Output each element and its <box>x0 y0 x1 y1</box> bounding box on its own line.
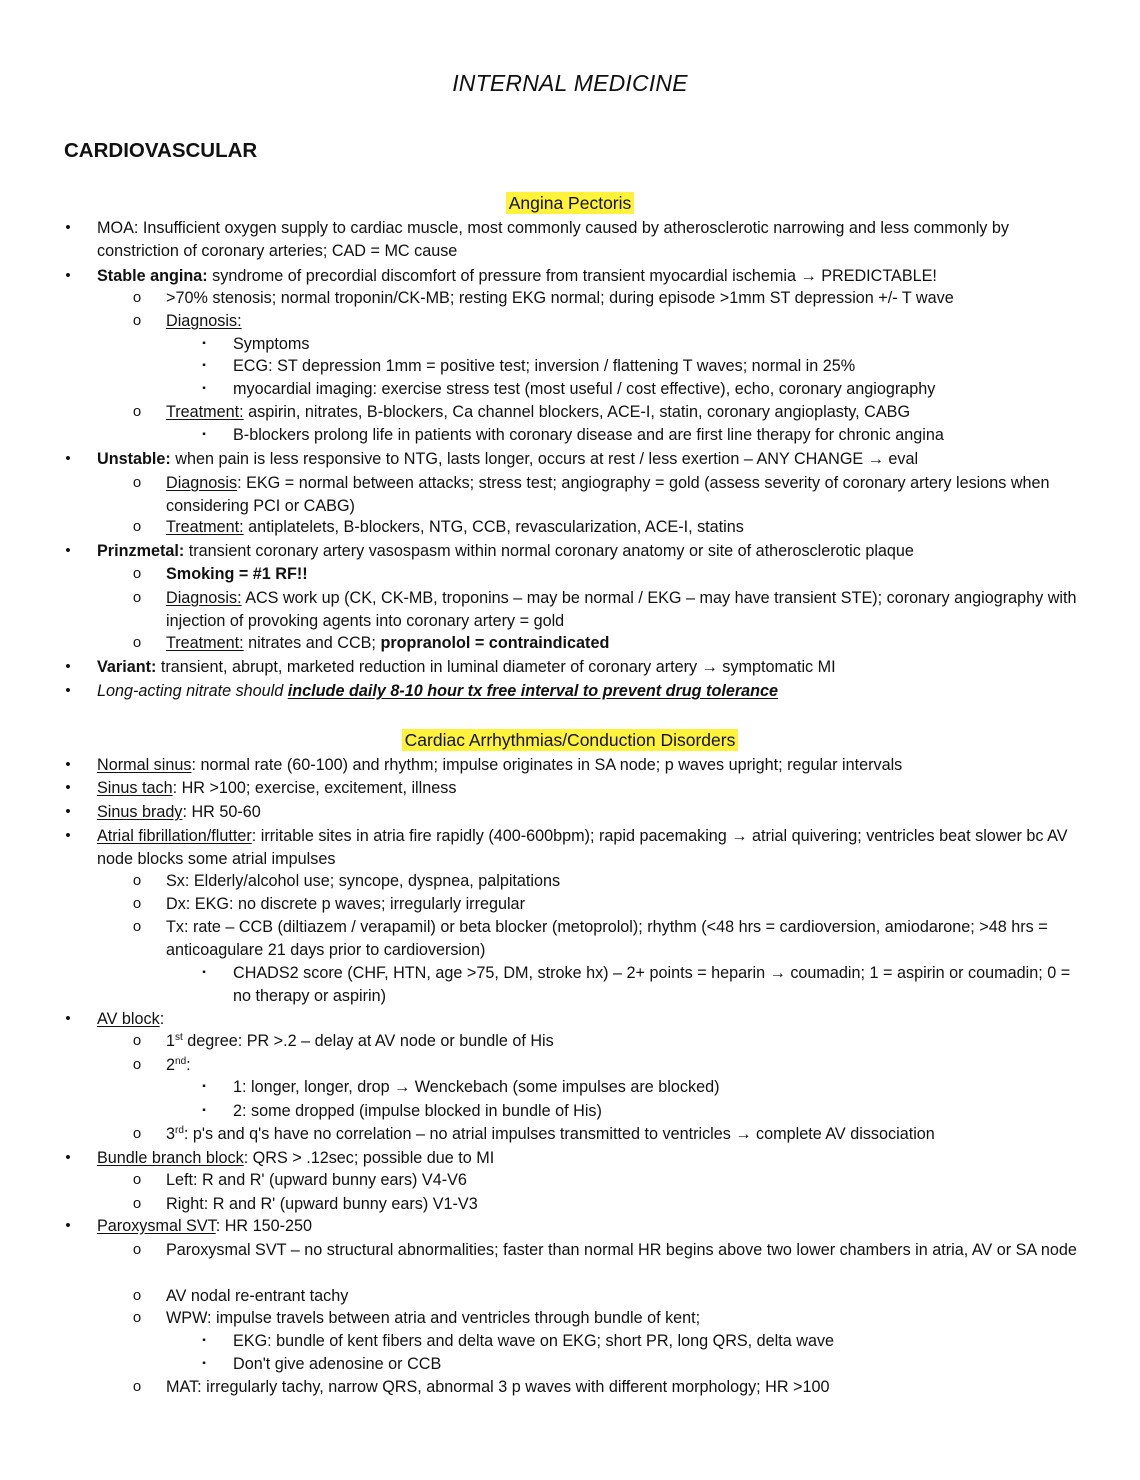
av-second-num: 2 <box>166 1056 176 1074</box>
prinz-tx-label: Treatment: <box>166 634 244 652</box>
svt-wpw-avoid: Don't give adenosine or CCB <box>233 1355 442 1373</box>
bullet-marker: • <box>65 1149 71 1166</box>
list-item <box>202 333 1081 356</box>
list-item <box>65 801 1082 824</box>
list-item <box>202 424 1081 447</box>
square-marker: ▪ <box>202 383 206 394</box>
list-item <box>132 516 1081 539</box>
moa-text: MOA: Insufficient oxygen supply to cardiac muscle, most commonly caused by atherosclerotic narrowing and less commonly by constriction of coronary arteries; CAD = MC cause <box>97 219 1009 260</box>
bullet-marker: • <box>65 267 71 284</box>
av-first-sup: st <box>175 1032 183 1043</box>
circle-marker: o <box>132 872 142 889</box>
square-marker: ▪ <box>202 1081 206 1092</box>
section-title: CARDIOVASCULAR <box>64 139 258 162</box>
unstable-tx-label: Treatment: <box>166 518 244 536</box>
prinz-dx-label: Diagnosis: <box>166 589 242 607</box>
list-item <box>65 448 1082 471</box>
circle-marker: o <box>132 403 142 420</box>
sinus-tach-text: : HR >100; exercise, excitement, illness <box>172 779 457 797</box>
circle-marker: o <box>132 1171 142 1188</box>
circle-marker: o <box>132 312 142 329</box>
svt-paroxysmal: Paroxysmal SVT – no structural abnormalities; faster than normal HR begins above two lower chambers in atria, AV or SA node <box>166 1241 1077 1259</box>
normal-sinus-text: : normal rate (60-100) and rhythm; impulse originates in SA node; p waves upright; regular intervals <box>191 756 903 774</box>
list-item <box>132 632 1081 655</box>
list-item <box>132 287 1081 310</box>
variant-label: Variant: <box>97 658 157 676</box>
unstable-label: Unstable: <box>97 450 171 468</box>
circle-marker: o <box>132 1378 142 1395</box>
prinz-tx-bold: propranolol = contraindicated <box>380 634 610 652</box>
unstable-dx-text: : EKG = normal between attacks; stress test; angiography = gold (assess severity of coronary artery lesions when considering PCI or CABG) <box>166 474 1050 515</box>
av-third-sup: rd <box>175 1125 184 1136</box>
list-item <box>202 378 1081 401</box>
list-item <box>202 1330 1081 1353</box>
bullet-marker: • <box>65 450 71 467</box>
av-second-sup: nd <box>175 1056 187 1067</box>
circle-marker: o <box>132 1241 142 1258</box>
prinz-label: Prinzmetal: <box>97 542 185 560</box>
svt-mat: MAT: irregularly tachy, narrow QRS, abnormal 3 p waves with different morphology; HR >100 <box>166 1378 830 1396</box>
stable-label: Stable angina: <box>97 267 208 285</box>
nitrate-text: Long-acting nitrate should <box>97 682 288 700</box>
square-marker: ▪ <box>202 429 206 440</box>
circle-marker: o <box>132 895 142 912</box>
bullet-marker: • <box>65 756 71 773</box>
av-first-text: degree: PR >.2 – delay at AV node or bundle of His <box>182 1032 554 1050</box>
normal-sinus-label: Normal sinus <box>97 756 192 774</box>
bbb-label: Bundle branch block <box>97 1149 244 1167</box>
stable-dx-ecg: ECG: ST depression 1mm = positive test; inversion / flattening T waves; normal in 25% <box>233 357 856 375</box>
afib-label: Atrial fibrillation/flutter <box>97 827 252 845</box>
svt-wpw-ekg: EKG: bundle of kent fibers and delta wave on EKG; short PR, long QRS, delta wave <box>233 1332 835 1350</box>
list-item <box>132 1030 1081 1053</box>
svt-text: : HR 150-250 <box>215 1217 313 1235</box>
list-item <box>65 1008 1082 1031</box>
list-item <box>132 1307 1081 1330</box>
square-marker: ▪ <box>202 1358 206 1369</box>
sinus-brady-text: : HR 50-60 <box>182 803 261 821</box>
list-item <box>132 1193 1081 1216</box>
bullet-marker: • <box>65 1217 71 1234</box>
afib-tx: Tx: rate – CCB (diltiazem / verapamil) or beta blocker (metoprolol); rhythm (<48 hrs = cardioversion, amiodarone; >48 hrs = anticoagulare 21 days prior to cardioversion) <box>166 918 1048 959</box>
square-marker: ▪ <box>202 338 206 349</box>
circle-marker: o <box>132 518 142 535</box>
stable-text: syndrome of precordial discomfort of pressure from transient myocardial ischemia → PREDICTABLE! <box>207 267 937 285</box>
prinz-smoking: Smoking = #1 RF!! <box>166 565 308 583</box>
stable-dx-label: Diagnosis: <box>166 312 242 330</box>
square-marker: ▪ <box>202 1335 206 1346</box>
list-item <box>132 1285 1081 1308</box>
angina-heading-row <box>0 192 1140 214</box>
circle-marker: o <box>132 474 142 491</box>
stable-dx-symptoms: Symptoms <box>233 335 310 353</box>
afib-text: : irritable sites in atria fire rapidly (400-600bpm); rapid pacemaking → atrial quivering; ventricles beat slower bc AV node blocks some atrial impulses <box>97 827 1068 868</box>
circle-marker: o <box>132 1056 142 1073</box>
list-item <box>132 401 1081 424</box>
av-second-type2: 2: some dropped (impulse blocked in bundle of His) <box>233 1102 602 1120</box>
av-third-num: 3 <box>166 1125 176 1143</box>
list-item <box>132 1239 1081 1262</box>
circle-marker: o <box>132 1032 142 1049</box>
list-item <box>202 962 1081 1007</box>
bullet-marker: • <box>65 779 71 796</box>
list-item <box>65 656 1082 679</box>
document-title: INTERNAL MEDICINE <box>452 70 688 96</box>
bullet-marker: • <box>65 1010 71 1027</box>
circle-marker: o <box>132 565 142 582</box>
afib-sx: Sx: Elderly/alcohol use; syncope, dyspnea, palpitations <box>166 872 561 890</box>
list-item <box>65 1215 1082 1238</box>
list-item <box>65 680 1082 703</box>
bullet-marker: • <box>65 682 71 699</box>
list-item <box>132 1123 1081 1146</box>
bbb-right: Right: R and R' (upward bunny ears) V1-V3 <box>166 1195 478 1213</box>
svt-avnrt: AV nodal re-entrant tachy <box>166 1287 349 1305</box>
square-marker: ▪ <box>202 360 206 371</box>
av-block-label: AV block <box>97 1010 160 1028</box>
list-item <box>202 1353 1081 1376</box>
circle-marker: o <box>132 918 142 935</box>
stable-tx-bb: B-blockers prolong life in patients with coronary disease and are first line therapy for chronic angina <box>233 426 944 444</box>
prinz-tx-text: nitrates and CCB; <box>243 634 381 652</box>
angina-heading: Angina Pectoris <box>506 192 635 214</box>
av-second-text: : <box>186 1056 191 1074</box>
list-item <box>132 472 1081 517</box>
list-item <box>132 1054 1081 1077</box>
bullet-marker: • <box>65 803 71 820</box>
unstable-text: when pain is less responsive to NTG, lasts longer, occurs at rest / less exertion – ANY CHANGE → eval <box>170 450 919 468</box>
square-marker: ▪ <box>202 967 206 978</box>
circle-marker: o <box>132 1195 142 1212</box>
circle-marker: o <box>132 1125 142 1142</box>
list-item <box>132 563 1081 586</box>
unstable-dx-label: Diagnosis <box>166 474 238 492</box>
prinz-text: transient coronary artery vasospasm within normal coronary anatomy or site of atherosclerotic plaque <box>184 542 914 560</box>
sinus-brady-label: Sinus brady <box>97 803 183 821</box>
list-item <box>132 310 1081 333</box>
av-third-text: : p's and q's have no correlation – no atrial impulses transmitted to ventricles → complete AV dissociation <box>183 1125 935 1143</box>
av-second-type1: 1: longer, longer, drop → Wenckebach (some impulses are blocked) <box>233 1078 720 1096</box>
bbb-left: Left: R and R' (upward bunny ears) V4-V6 <box>166 1171 467 1189</box>
list-item <box>202 1100 1081 1123</box>
circle-marker: o <box>132 634 142 651</box>
arrhythmia-heading: Cardiac Arrhythmias/Conduction Disorders <box>402 729 739 751</box>
list-item <box>65 825 1082 870</box>
sinus-tach-label: Sinus tach <box>97 779 173 797</box>
av-block-colon: : <box>159 1010 165 1028</box>
list-item <box>132 1169 1081 1192</box>
list-item <box>132 1376 1081 1399</box>
list-item <box>132 893 1081 916</box>
list-item <box>132 870 1081 893</box>
circle-marker: o <box>132 289 142 306</box>
bullet-marker: • <box>65 827 71 844</box>
list-item <box>65 777 1082 800</box>
square-marker: ▪ <box>202 1105 206 1116</box>
variant-text: transient, abrupt, marketed reduction in luminal diameter of coronary artery → symptomatic MI <box>156 658 836 676</box>
svt-wpw: WPW: impulse travels between atria and ventricles through bundle of kent; <box>166 1309 701 1327</box>
list-item <box>65 540 1082 563</box>
unstable-tx-text: antiplatelets, B-blockers, NTG, CCB, revascularization, ACE-I, statins <box>243 518 744 536</box>
arrhythmia-heading-row <box>0 729 1140 751</box>
stable-tx-text: aspirin, nitrates, B-blockers, Ca channel blockers, ACE-I, statin, coronary angioplasty, CABG <box>243 403 911 421</box>
list-item <box>132 916 1081 961</box>
bullet-marker: • <box>65 658 71 675</box>
stable-dx-imaging: myocardial imaging: exercise stress test (most useful / cost effective), echo, coronary angiography <box>233 380 936 398</box>
stable-tx-label: Treatment: <box>166 403 244 421</box>
list-item <box>202 1076 1081 1099</box>
svt-label: Paroxysmal SVT <box>97 1217 216 1235</box>
stable-stenosis: >70% stenosis; normal troponin/CK-MB; resting EKG normal; during episode >1mm ST depression +/- T wave <box>166 289 954 307</box>
circle-marker: o <box>132 1309 142 1326</box>
prinz-dx-text: ACS work up (CK, CK-MB, troponins – may be normal / EKG – may have transient STE); coronary angiography with injection of provoking agents into coronary artery = gold <box>166 589 1077 630</box>
list-item <box>65 265 1082 288</box>
av-first-num: 1 <box>166 1032 176 1050</box>
list-item <box>202 355 1081 378</box>
bullet-marker: • <box>65 542 71 559</box>
list-item <box>65 754 1082 777</box>
bbb-text: : QRS > .12sec; possible due to MI <box>243 1149 495 1167</box>
list-item <box>65 217 1082 262</box>
afib-chads: CHADS2 score (CHF, HTN, age >75, DM, stroke hx) – 2+ points = heparin → coumadin; 1 = aspirin or coumadin; 0 = no therapy or aspirin) <box>233 964 1071 1005</box>
bullet-marker: • <box>65 219 71 236</box>
circle-marker: o <box>132 589 142 606</box>
list-item <box>132 587 1081 632</box>
circle-marker: o <box>132 1287 142 1304</box>
nitrate-bold: include daily 8-10 hour tx free interval to prevent drug tolerance <box>287 682 779 700</box>
list-item <box>65 1147 1082 1170</box>
afib-dx: Dx: EKG: no discrete p waves; irregularly irregular <box>166 895 525 913</box>
